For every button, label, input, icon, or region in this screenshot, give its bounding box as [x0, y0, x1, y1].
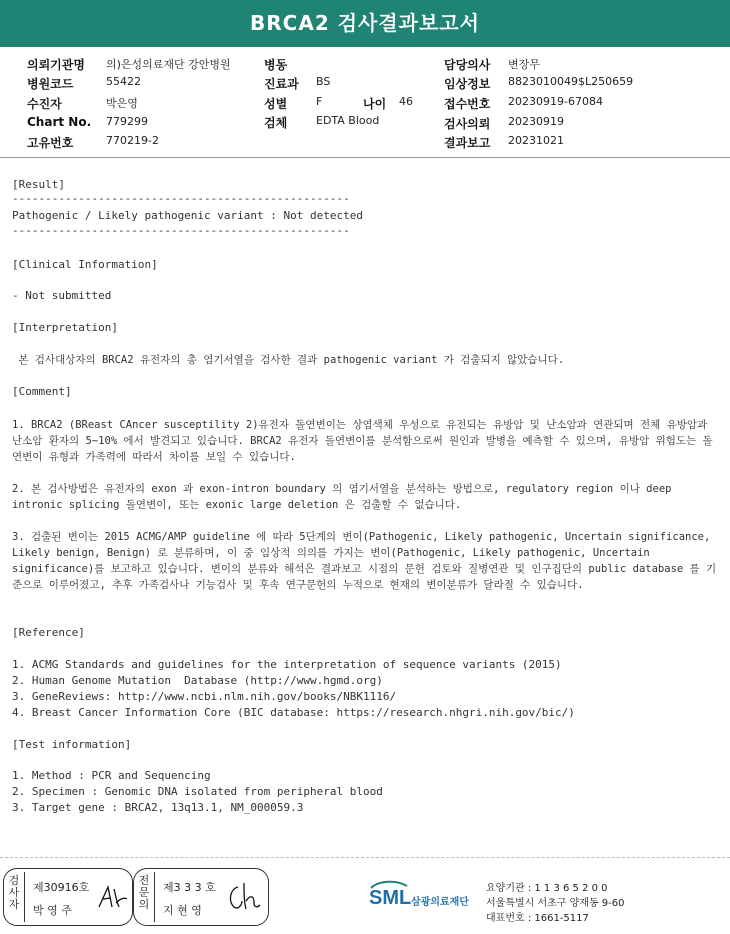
- value-unique-no: 770219-2: [106, 134, 159, 147]
- clinical-heading: [Clinical Information]: [12, 258, 158, 271]
- label-specimen: 검체: [264, 116, 288, 130]
- value-patient: 박은영: [106, 97, 138, 110]
- org-line-3: 대표번호 : 1661-5117: [486, 913, 589, 924]
- comment-heading: [Comment]: [12, 385, 72, 398]
- reference-item: 1. ACMG Standards and guidelines for the interpretation of sequence variants (2015): [12, 658, 562, 671]
- value-doctor: 변장무: [508, 58, 540, 71]
- label-unique-no: 고유번호: [27, 136, 74, 150]
- label-hospital-code: 병원코드: [27, 77, 74, 91]
- test-info-item: 2. Specimen : Genomic DNA isolated from peripheral blood: [12, 785, 383, 798]
- label-request-date: 검사의뢰: [444, 117, 491, 131]
- label-age: 나이: [363, 97, 387, 111]
- reference-heading: [Reference]: [12, 626, 85, 639]
- interpretation-heading: [Interpretation]: [12, 321, 118, 334]
- specialist-name: 지 현 영: [163, 904, 202, 917]
- value-request-date: 20230919: [508, 115, 564, 128]
- examiner-license-no: 제30916호: [33, 881, 90, 894]
- value-report-date: 20231021: [508, 134, 564, 147]
- examiner-box-divider: [24, 872, 25, 922]
- examiner-signature: [96, 881, 130, 915]
- value-sex: F: [316, 95, 323, 108]
- sml-logo: [367, 878, 477, 918]
- result-divider-bottom: ---------------------------------------------------: [12, 224, 350, 237]
- sml-logo-text: SML: [369, 887, 412, 909]
- value-department: BS: [316, 75, 331, 88]
- sml-logo-org: 삼광의료재단: [411, 897, 469, 908]
- test-info-item: 1. Method : PCR and Sequencing: [12, 769, 211, 782]
- value-age: 46: [399, 95, 413, 108]
- label-report-date: 결과보고: [444, 136, 491, 150]
- specialist-signature: [224, 879, 262, 915]
- result-divider-top: ---------------------------------------------------: [12, 192, 350, 205]
- report-header: [0, 0, 730, 47]
- value-hospital: 의)은성의료재단 강안병원: [106, 58, 231, 71]
- label-patient: 수진자: [27, 97, 62, 111]
- org-line-1: 요양기관 : 1 1 3 6 5 2 0 0: [486, 883, 608, 894]
- result-heading: [Result]: [12, 178, 65, 191]
- value-hospital-code: 55422: [106, 75, 141, 88]
- reference-item: 2. Human Genome Mutation Database (http://www.hgmd.org): [12, 674, 383, 687]
- interpretation-text: 본 검사대상자의 BRCA2 유전자의 총 염기서열을 검사한 결과 pathogenic variant 가 검출되지 않았습니다.: [12, 354, 565, 366]
- reference-item: 4. Breast Cancer Information Core (BIC database: https://research.nhgri.nih.gov/bic/): [12, 706, 575, 719]
- value-clinical-info: 8823010049$L250659: [508, 75, 634, 88]
- label-ward: 병동: [264, 58, 288, 72]
- label-sex: 성별: [264, 97, 288, 111]
- info-divider: [0, 157, 730, 158]
- label-chart-no: Chart No.: [27, 115, 92, 129]
- specialist-license-no: 제3 3 3 호: [163, 881, 216, 894]
- comment-item: 2. 본 검사방법은 유전자의 exon 과 exon-intron boundary 의 염기서열을 분석하는 방법으로, regulatory region 이나 deep intronic splicing 돌연변이, 또는 exonic large deletion 은 검출할 수 없습니다.: [12, 483, 672, 511]
- examiner-signature-box: [3, 868, 133, 926]
- label-doctor: 담당의사: [444, 58, 491, 72]
- comment-item: 1. BRCA2 (BReast CAncer susceptility 2)유전자 돌연변이는 상염색체 우성으로 유전되는 유방암 및 난소암과 연관되며 전체 유방암과 난소암 환자의 5~10% 에서 발견되고 있습니다. BRCA2 유전자 돌연변이를 분석함으로써 원인과 발병을 예측할 수 있으며, 유방암 위험도는 돌연변이 유형과 가족력에 따라서 차이를 보일 수 있습니다.: [12, 419, 713, 463]
- org-line-2: 서울특별시 서초구 양재동 9-60: [486, 898, 625, 909]
- specialist-signature-box: [133, 868, 269, 926]
- examiner-name: 박 영 주: [33, 904, 72, 917]
- comment-item: 3. 검출된 변이는 2015 ACMG/AMP guideline 에 따라 5단계의 변이(Pathogenic, Likely pathogenic, Uncertain significance, Likely benign, Benign) 로 분류하며, 이 중 임상적 의의를 가지는 변이(Pathogenic, Likely pathogenic, Uncertain significance)를 보고하고 있습니다. 변이의 분류와 해석은 결과보고 시점의 문헌 검토와 질병연관 및 인구집단의 public database 를 기준으로 이루어졌고, 추후 가족검사나 기능검사 및 후속 연구문헌의 누적으로 현재의 변이분류가 달라질 수 있습니다.: [12, 531, 717, 591]
- reference-item: 3. GeneReviews: http://www.ncbi.nlm.nih.gov/books/NBK1116/: [12, 690, 397, 703]
- label-department: 진료과: [264, 77, 299, 91]
- label-receipt-no: 접수번호: [444, 97, 491, 111]
- specialist-box-divider: [154, 872, 155, 922]
- value-chart-no: 779299: [106, 115, 148, 128]
- label-clinical-info: 임상정보: [444, 77, 491, 91]
- footer-divider: [0, 857, 730, 858]
- value-specimen: EDTA Blood: [316, 114, 380, 127]
- clinical-text: - Not submitted: [12, 289, 112, 302]
- result-text: Pathogenic / Likely pathogenic variant : Not detected: [12, 209, 363, 222]
- test-info-heading: [Test information]: [12, 738, 132, 751]
- test-info-item: 3. Target gene : BRCA2, 13q13.1, NM_000059.3: [12, 801, 304, 814]
- specialist-vertical-label: 전문의: [138, 874, 150, 911]
- value-receipt-no: 20230919-67084: [508, 95, 603, 108]
- examiner-vertical-label: 검사자: [8, 874, 20, 911]
- report-title: BRCA2 검사결과보고서: [250, 11, 480, 35]
- label-hospital: 의뢰기관명: [27, 58, 85, 72]
- patient-info-block: [0, 51, 730, 150]
